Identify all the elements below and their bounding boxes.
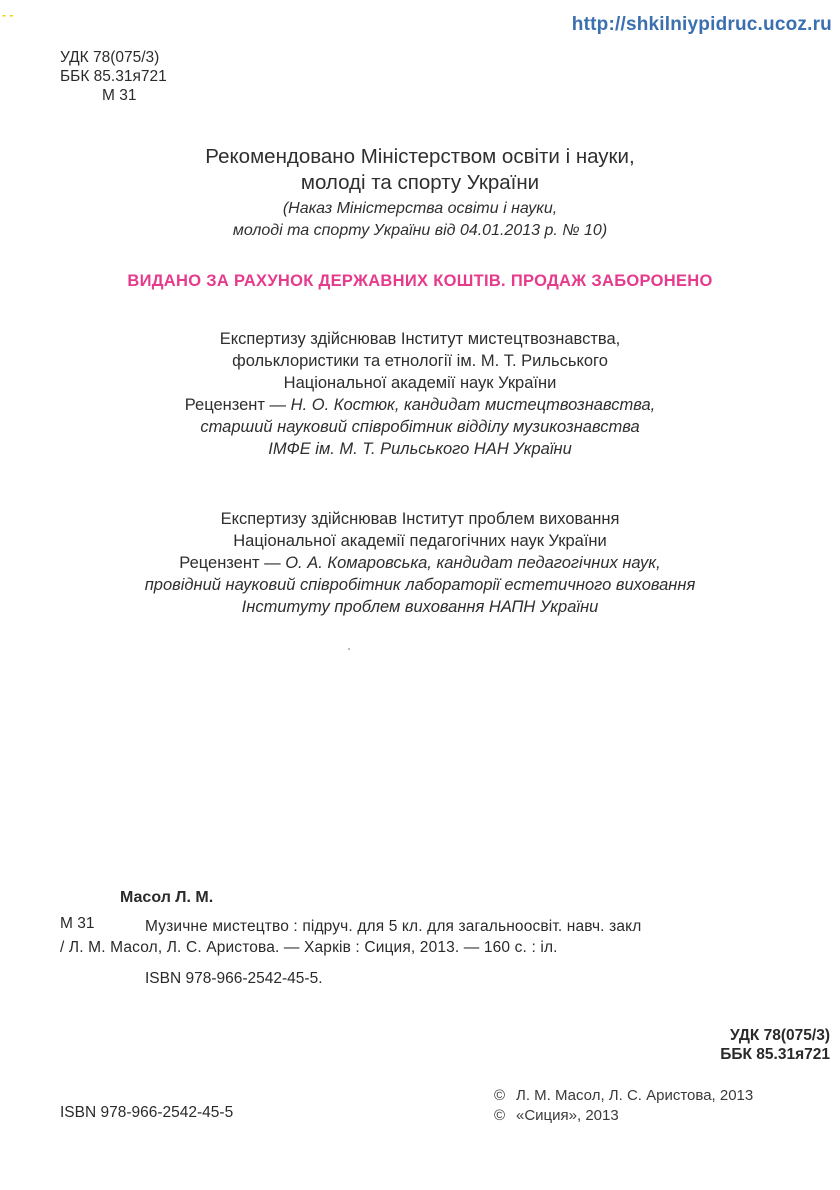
expertise2-line-1: Експертизу здійснював Інститут проблем виховання [220,510,620,528]
copyright-authors-text: Л. М. Масол, Л. С. Аристова, 2013 [516,1087,754,1104]
copyright-symbol: © [494,1107,506,1124]
order-line-1: (Наказ Міністерства освіти і науки, [282,200,558,217]
catalog-bottom [720,1026,830,1064]
bbk-code-bottom: ББК 85.31я721 [720,1046,830,1063]
author-mark-code: М 31 [102,87,137,104]
bibliography-code: М 31 [60,915,95,932]
copyright-authors [494,1086,753,1106]
recommendation-line-2: молоді та спорту України [300,171,540,194]
reviewer-name: Н. О. Костюк, кандидат мистецтвознавства, [290,396,656,414]
expertise2-line-5: Інституту проблем виховання НАПН України [241,598,599,616]
bibliography-description-2: / Л. М. Масол, Л. С. Аристова. — Харків : Сиция, 2013. — 160 с. : іл. [60,939,558,956]
expertise-block-1 [0,328,840,460]
source-url-link[interactable]: http://shkilniypidruc.ucoz.ru [571,14,832,35]
copyright-symbol: © [494,1087,506,1104]
copyright-block [494,1086,753,1126]
expertise1-line-3: Національної академії наук України [283,374,557,392]
footer-isbn: ISBN 978-966-2542-45-5 [60,1104,234,1121]
expertise2-reviewer [0,552,840,574]
reviewer-name: О. А. Комаровська, кандидат педагогічних наук, [285,554,661,572]
recommendation-line-1: Рекомендовано Міністерством освіти і науки, [205,145,635,168]
copyright-publisher-text: «Сиция», 2013 [516,1107,619,1124]
expertise2-line-2: Національної академії педагогічних наук України [233,532,607,550]
expertise1-reviewer [0,394,840,416]
reviewer-label: Рецензент — [179,554,281,572]
udk-code-bottom: УДК 78(075/3) [729,1027,830,1044]
bbk-code: ББК 85.31я721 [60,68,167,85]
reviewer-label: Рецензент — [184,396,287,414]
expertise2-line-4: провідний науковий співробітник лабораторії естетичного виховання [144,576,696,594]
bibliography-isbn: ISBN 978-966-2542-45-5. [145,970,323,987]
bibliography-author: Масол Л. М. [120,889,214,906]
corner-mark: - - [2,8,14,22]
state-funded-notice: ВИДАНО ЗА РАХУНОК ДЕРЖАВНИХ КОШТІВ. ПРОДАЖ ЗАБОРОНЕНО [127,272,713,290]
expertise1-line-6: ІМФЕ ім. М. Т. Рильського НАН України [268,440,572,458]
catalog-top [60,48,167,105]
expertise1-line-5: старший науковий співробітник відділу музикознавства [200,418,640,436]
scan-speck [348,648,350,650]
bibliography-description-1: Музичне мистецтво : підруч. для 5 кл. для загальноосвіт. навч. закл [145,918,642,935]
order-line-2: молоді та спорту України від 04.01.2013 р. № 10) [232,222,608,239]
expertise1-line-2: фольклористики та етнології ім. М. Т. Рильського [232,352,608,370]
expertise1-line-1: Експертизу здійснював Інститут мистецтвознавства, [219,330,621,348]
recommendation-block [0,144,840,242]
copyright-publisher [494,1106,753,1126]
expertise-block-2 [0,508,840,618]
udk-code: УДК 78(075/3) [60,49,160,66]
